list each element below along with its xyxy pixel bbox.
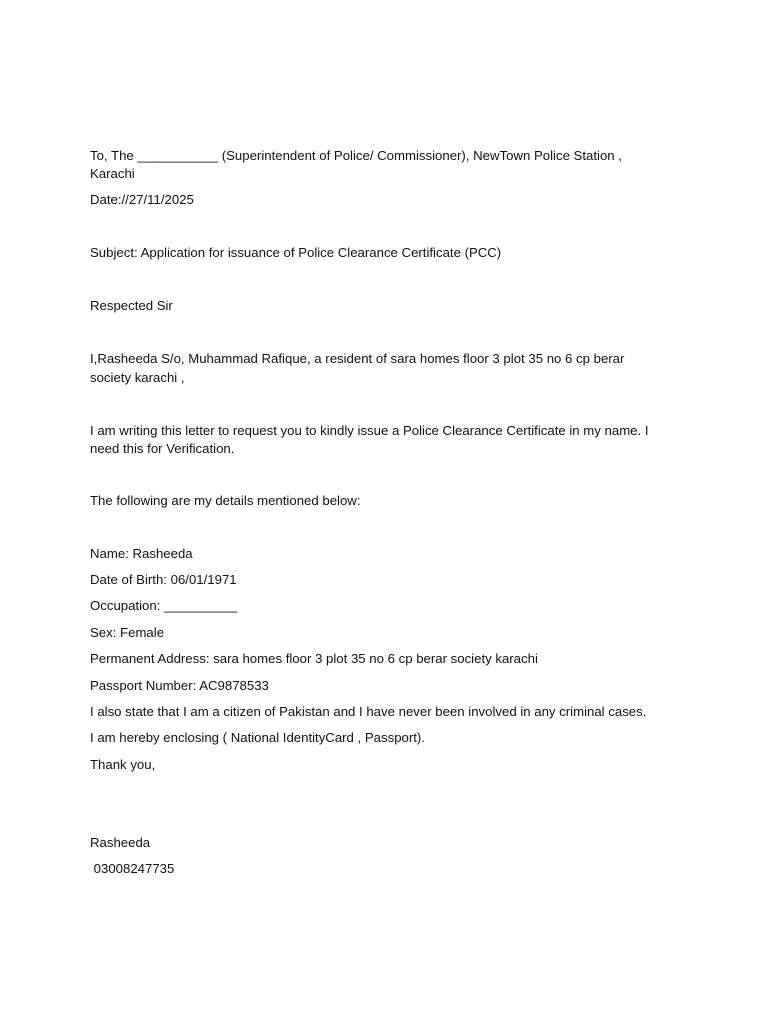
detail-passport: Passport Number: AC9878533: [90, 678, 269, 693]
recipient-city: Karachi: [90, 166, 135, 181]
salutation: Respected Sir: [90, 298, 173, 313]
recipient-line: To, The ___________ (Superintendent of Police/ Commissioner), NewTown Police Station ,: [90, 148, 622, 163]
intro-line-2: society karachi ,: [90, 370, 185, 385]
signature-name: Rasheeda: [90, 835, 151, 850]
detail-dob: Date of Birth: 06/01/1971: [90, 572, 237, 587]
citizenship-statement: I also state that I am a citizen of Pakistan and I have never been involved in any criminal cases.: [90, 704, 647, 719]
intro-line-1: I,Rasheeda S/o, Muhammad Rafique, a resident of sara homes floor 3 plot 35 no 6 cp berar: [90, 351, 625, 366]
enclosures-line: I am hereby enclosing ( National IdentityCard , Passport).: [90, 730, 425, 745]
detail-occupation: Occupation: __________: [90, 598, 238, 613]
letter-date: Date://27/11/2025: [90, 192, 194, 207]
request-line-1: I am writing this letter to request you to kindly issue a Police Clearance Certificate in my name. I: [90, 423, 649, 438]
detail-sex: Sex: Female: [90, 625, 165, 640]
details-intro: The following are my details mentioned below:: [90, 493, 361, 508]
request-line-2: need this for Verification.: [90, 441, 235, 456]
phone-number: 03008247735: [90, 861, 175, 876]
letter-subject: Subject: Application for issuance of Police Clearance Certificate (PCC): [90, 245, 502, 260]
detail-address: Permanent Address: sara homes floor 3 plot 35 no 6 cp berar society karachi: [90, 651, 538, 666]
closing: Thank you,: [90, 757, 156, 772]
detail-name: Name: Rasheeda: [90, 546, 193, 561]
